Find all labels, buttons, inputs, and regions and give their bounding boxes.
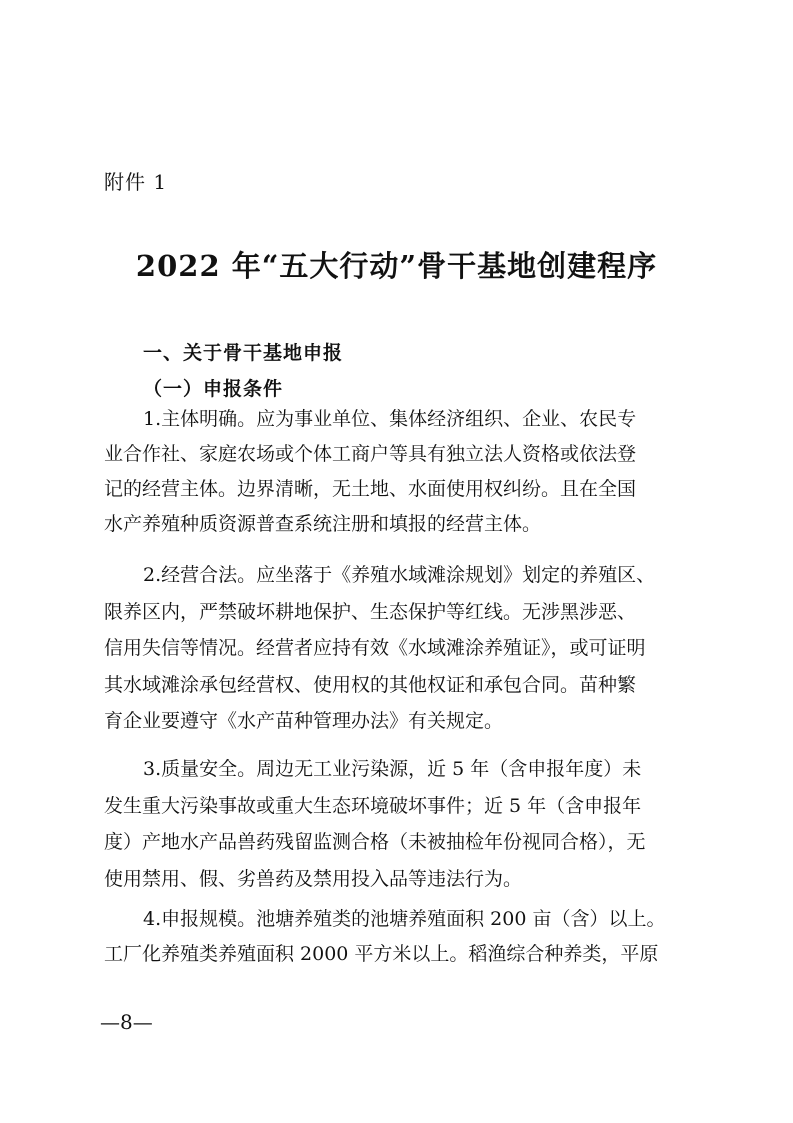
page-number: —8—: [100, 1010, 153, 1034]
paragraph-line: 1.主体明确。应为事业单位、集体经济组织、企业、农民专: [143, 408, 637, 430]
paragraph-line: 信用失信等情况。经营者应持有效《水域滩涂养殖证》，或可证明: [104, 637, 646, 659]
paragraph-line: 使用禁用、假、劣兽药及禁用投入品等违法行为。: [104, 868, 523, 890]
section-heading: 一、关于骨干基地申报: [143, 342, 344, 364]
paragraph-line: 记的经营主体。边界清晰，无土地、水面使用权纠纷。且在全国: [104, 478, 637, 500]
paragraph-line: 水产养殖种质资源普查系统注册和填报的经营主体。: [104, 513, 542, 535]
paragraph-line: 2.经营合法。应坐落于《养殖水域滩涂规划》划定的养殖区、: [143, 564, 656, 586]
subsection-heading: （一）申报条件: [143, 378, 284, 400]
paragraph-line: 3.质量安全。周边无工业污染源，近 5 年（含申报年度）未: [143, 758, 642, 780]
paragraph-line: 度）产地水产品兽药残留监测合格（未被抽检年份视同合格），无: [104, 831, 646, 853]
annex-label: 附件 1: [104, 170, 168, 194]
paragraph-line: 4.申报规模。池塘养殖类的池塘养殖面积 200 亩（含）以上。: [143, 908, 666, 930]
document-title: 2022 年“五大行动”骨干基地创建程序: [135, 249, 658, 283]
paragraph-line: 工厂化养殖类养殖面积 2000 平方米以上。稻渔综合种养类，平原: [104, 943, 659, 965]
paragraph-line: 育企业要遵守《水产苗种管理办法》有关规定。: [104, 710, 504, 732]
paragraph-line: 业合作社、家庭农场或个体工商户等具有独立法人资格或依法登: [104, 443, 637, 465]
paragraph-line: 限养区内，严禁破坏耕地保护、生态保护等红线。无涉黑涉恶、: [104, 601, 637, 623]
paragraph-line: 发生重大污染事故或重大生态环境破坏事件；近 5 年（含申报年: [104, 795, 642, 817]
paragraph-line: 其水域滩涂承包经营权、使用权的其他权证和承包合同。苗种繁: [104, 674, 637, 696]
